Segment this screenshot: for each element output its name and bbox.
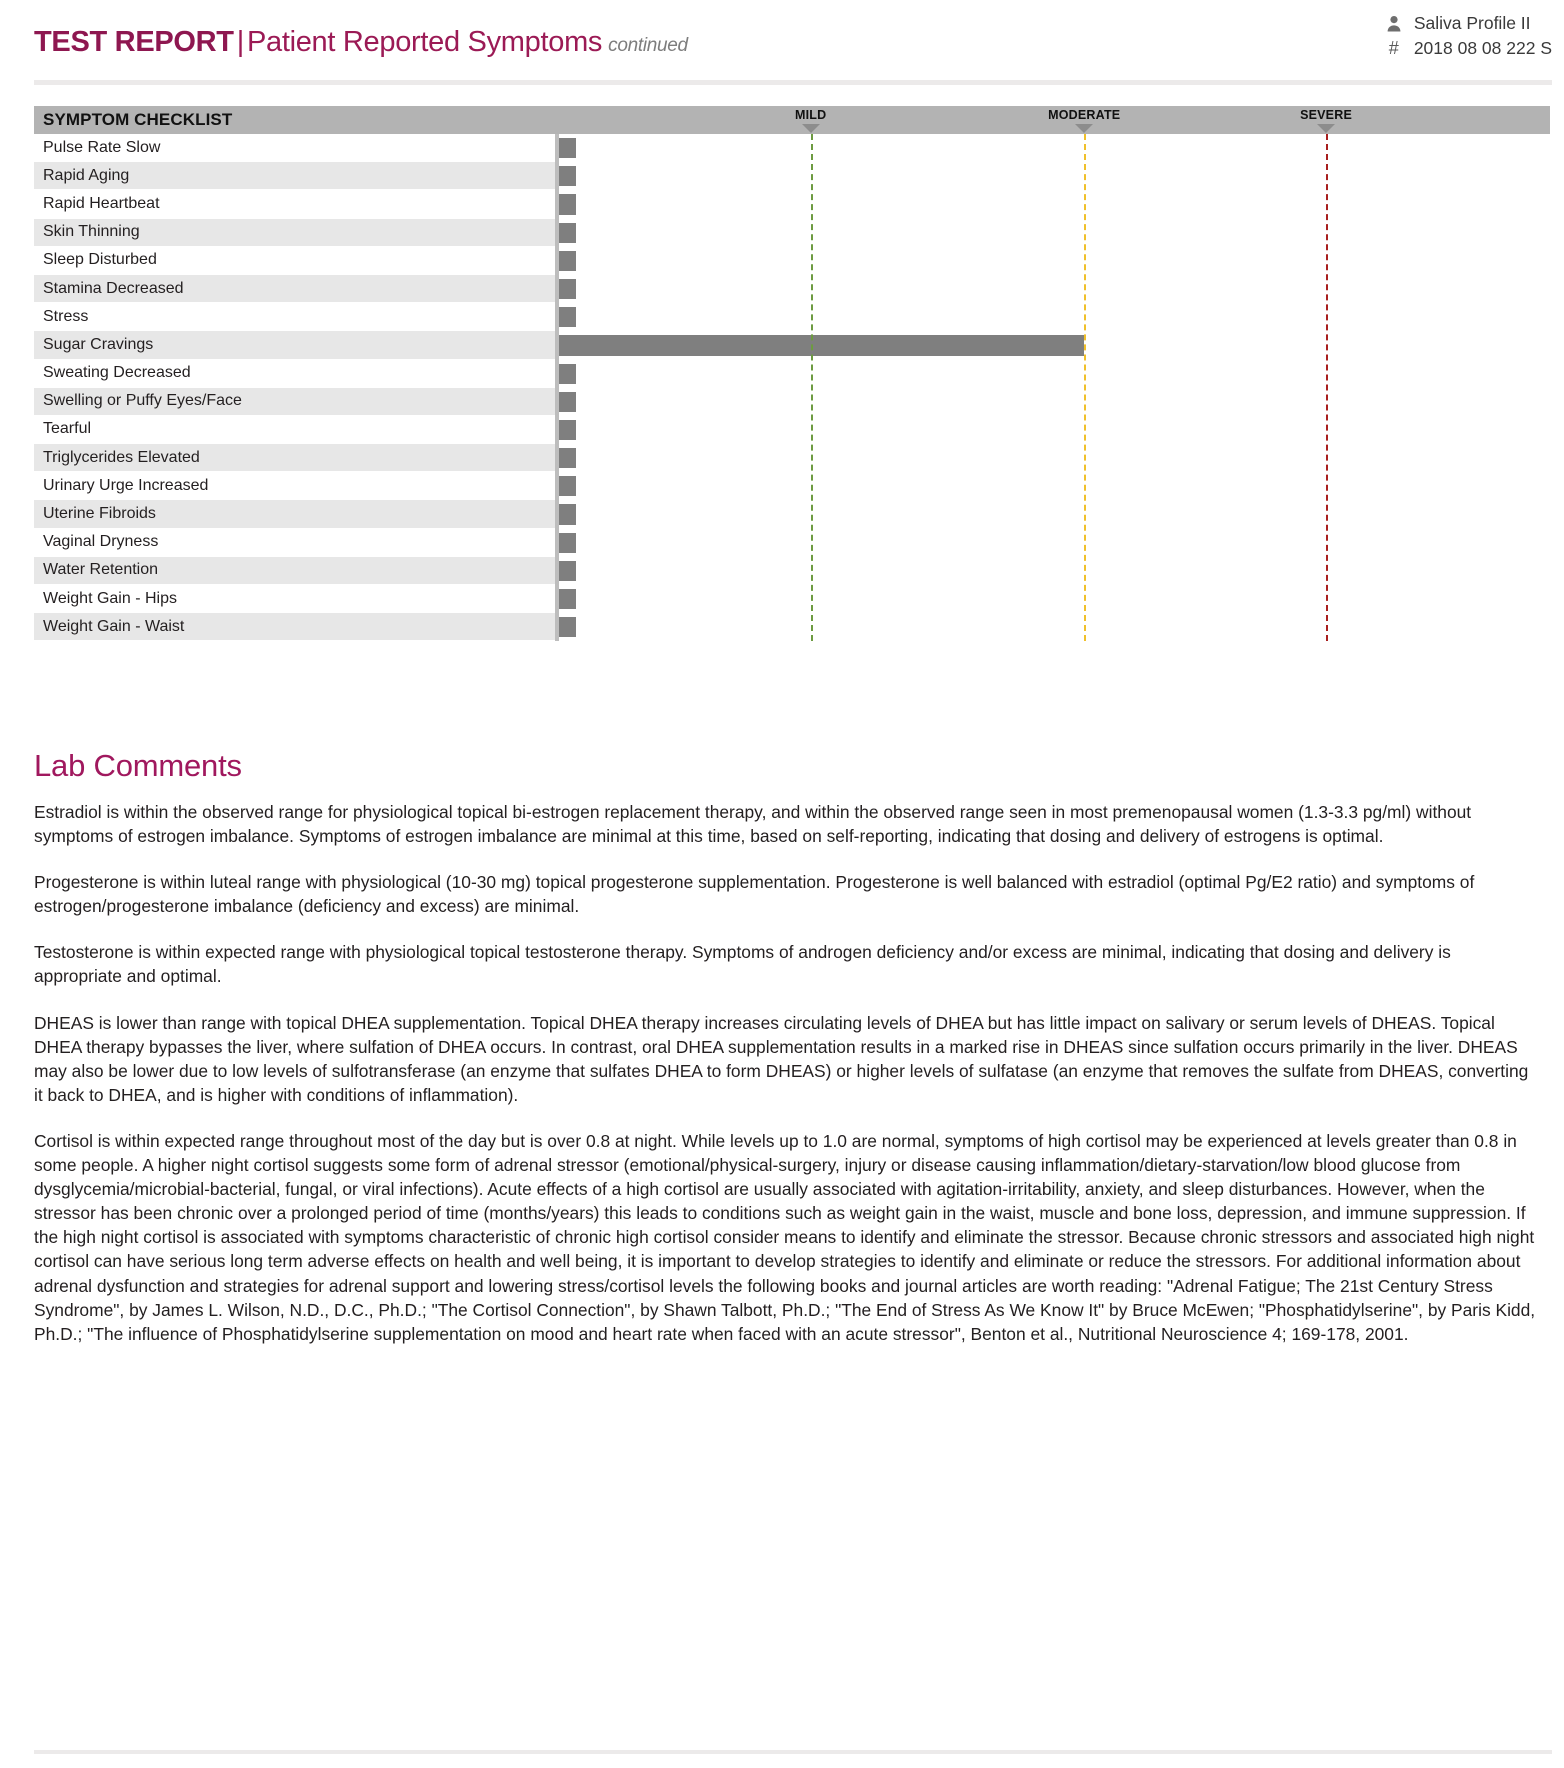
symptom-label: Stress: [34, 303, 555, 331]
symptom-row: [34, 472, 1550, 500]
symptom-severity-bar: [559, 504, 576, 524]
symptom-severity-bar: [559, 251, 576, 271]
symptom-label: Rapid Heartbeat: [34, 190, 555, 218]
checklist-rows: [34, 134, 1550, 641]
symptom-row: [34, 416, 1550, 444]
symptom-column-divider: [555, 388, 559, 416]
scale-label-mild: MILD: [795, 108, 827, 122]
symptom-column-divider: [555, 331, 559, 359]
page-title-separator: |: [236, 26, 244, 58]
symptom-severity-bar: [559, 448, 576, 468]
symptom-severity-track: [559, 360, 1550, 388]
page-title-continued: continued: [608, 35, 688, 56]
symptom-severity-bar: [559, 533, 576, 553]
symptom-row: [34, 444, 1550, 472]
symptom-column-divider: [555, 444, 559, 472]
symptom-column-divider: [555, 303, 559, 331]
symptom-column-divider: [555, 275, 559, 303]
symptom-label: Swelling or Puffy Eyes/Face: [34, 388, 555, 416]
symptom-column-divider: [555, 247, 559, 275]
scale-caret-severe-icon: [1317, 124, 1335, 133]
lab-comment-paragraph: Testosterone is within expected range with physiological topical testosterone therapy. Symptoms of androgen deficiency and/or excess are minimal, indicating that dosing and delivery is appropriate and optimal.: [34, 942, 1451, 987]
hash-icon: [1382, 39, 1406, 57]
symptom-severity-track: [559, 585, 1550, 613]
symptom-label: Water Retention: [34, 557, 555, 585]
symptom-row: [34, 190, 1550, 218]
checklist-header-bar: [34, 106, 1550, 134]
symptom-severity-bar: [559, 589, 576, 609]
symptom-severity-track: [559, 219, 1550, 247]
symptom-column-divider: [555, 219, 559, 247]
symptom-severity-track: [559, 416, 1550, 444]
symptom-severity-track: [559, 190, 1550, 218]
symptom-row: [34, 162, 1550, 190]
severity-gridline-mild: [811, 134, 813, 641]
lab-comments-body: [34, 800, 1540, 1346]
symptom-severity-bar: [559, 617, 576, 637]
symptom-severity-bar: [559, 166, 576, 186]
symptom-severity-bar: [559, 223, 576, 243]
profile-name: Saliva Profile II: [1413, 13, 1531, 33]
lab-comment-paragraph: Cortisol is within expected range throughout most of the day but is over 0.8 at night. While levels up to 1.0 are normal, symptoms of high cortisol may be experienced at levels greater than 0.8 in some people. A higher night cortisol suggests some form of adrenal stressor (emotional/physical-surgery, injury or disease causing inflammation/dietary-starvation/low blood glucose from dysglycemia/microbial-bacterial, fungal, or viral infections). Acute effects of a high cortisol are usually associated with agitation-irritability, anxiety, and sleep disturbances. However, when the stressor has been chronic over a prolonged period of time (months/years) this leads to conditions such as weight gain in the waist, muscle and bone loss, depression, and immune suppression. If the high night cortisol is associated with symptoms characteristic of chronic high cortisol consider means to identify and eliminate the stressor. Because chronic stressors and associated high night cortisol can have serious long term adverse effects on health and well being, it is important to develop strategies to identify and eliminate or reduce the stressors. For additional information about adrenal dysfunction and strategies for adrenal support and lowering stress/cortisol levels the following books and journal articles are worth reading: "Adrenal Fatigue; The 21st Century Stress Syndrome", by James L. Wilson, N.D., D.C., Ph.D.; "The Cortisol Connection", by Shawn Talbott, Ph.D.; "The End of Stress As We Know It" by Bruce McEwen; "Phosphatidylserine", by Paris Kidd, Ph.D.; "The influence of Phosphatidylserine supplementation on mood and heart rate when faced with an acute stressor", Benton et al., Nutritional Neuroscience 4; 169-178, 2001.: [34, 1130, 1536, 1344]
symptom-row: [34, 247, 1550, 275]
symptom-severity-track: [559, 388, 1550, 416]
symptom-row: [34, 585, 1550, 613]
symptom-label: Skin Thinning: [34, 219, 555, 247]
symptom-row: [34, 331, 1550, 359]
symptom-severity-bar: [559, 420, 576, 440]
symptom-severity-track: [559, 275, 1550, 303]
symptom-column-divider: [555, 613, 559, 641]
symptom-column-divider: [555, 585, 559, 613]
symptom-severity-bar: [559, 476, 576, 496]
symptom-label: Stamina Decreased: [34, 275, 555, 303]
person-icon: [1382, 15, 1406, 32]
symptom-severity-track: [559, 162, 1550, 190]
symptom-severity-track: [559, 134, 1550, 162]
symptom-column-divider: [555, 557, 559, 585]
page-header: [0, 0, 1564, 78]
scale-caret-moderate-icon: [1075, 124, 1093, 133]
accession-row: [1382, 36, 1552, 61]
symptom-column-divider: [555, 472, 559, 500]
symptom-severity-track: [559, 613, 1550, 641]
page-footer-divider: [34, 1750, 1552, 1754]
header-meta: [1382, 11, 1552, 61]
lab-comment-paragraph: Progesterone is within luteal range with physiological (10-30 mg) topical progesterone supplementation. Progesterone is well balanced with estradiol (optimal Pg/E2 ratio) and symptoms of estrogen/progesterone imbalance (deficiency and excess) are minimal.: [34, 872, 1475, 917]
severity-gridline-severe: [1326, 134, 1328, 641]
header-divider: [34, 80, 1552, 85]
scale-caret-mild-icon: [802, 124, 820, 133]
symptom-column-divider: [555, 190, 559, 218]
symptom-column-divider: [555, 162, 559, 190]
symptom-severity-track: [559, 444, 1550, 472]
symptom-severity-track: [559, 303, 1550, 331]
symptom-label: Sleep Disturbed: [34, 247, 555, 275]
symptom-label: Sweating Decreased: [34, 360, 555, 388]
symptom-row: [34, 500, 1550, 528]
symptom-severity-track: [559, 331, 1550, 359]
symptom-checklist: [34, 106, 1550, 641]
symptom-severity-bar: [559, 392, 576, 412]
symptom-severity-bar: [559, 364, 576, 384]
symptom-row: [34, 275, 1550, 303]
symptom-severity-bar: [559, 307, 576, 327]
symptom-label: Pulse Rate Slow: [34, 134, 555, 162]
page-title-subtitle: Patient Reported Symptoms: [246, 26, 603, 58]
symptom-severity-bar: [559, 194, 576, 214]
symptom-column-divider: [555, 500, 559, 528]
symptom-label: Vaginal Dryness: [34, 529, 555, 557]
symptom-label: Rapid Aging: [34, 162, 555, 190]
symptom-column-divider: [555, 529, 559, 557]
lab-comments-section: [34, 748, 1540, 1346]
symptom-column-divider: [555, 134, 559, 162]
symptom-label: Uterine Fibroids: [34, 500, 555, 528]
symptom-row: [34, 360, 1550, 388]
symptom-severity-bar: [559, 138, 576, 158]
symptom-column-divider: [555, 360, 559, 388]
symptom-severity-track: [559, 247, 1550, 275]
symptom-label: Weight Gain - Waist: [34, 613, 555, 641]
symptom-label: Urinary Urge Increased: [34, 472, 555, 500]
symptom-severity-bar: [559, 561, 576, 581]
symptom-row: [34, 388, 1550, 416]
lab-comment-paragraph: DHEAS is lower than range with topical DHEA supplementation. Topical DHEA therapy increases circulating levels of DHEA but has little impact on salivary or serum levels of DHEAS. Topical DHEA therapy bypasses the liver, where sulfation of DHEA occurs. In contrast, oral DHEA supplementation results in a marked rise in DHEAS since sulfation occurs primarily in the liver. DHEAS may also be lower due to low levels of sulfotransferase (an enzyme that sulfates DHEA to form DHEAS) or higher levels of sulfatase (an enzyme that removes the sulfate from DHEAS, converting it back to DHEA, and is higher with conditions of inflammation).: [34, 1012, 1529, 1105]
symptom-label: Triglycerides Elevated: [34, 444, 555, 472]
symptom-row: [34, 134, 1550, 162]
page-title-strong: TEST REPORT: [34, 26, 234, 58]
accession-number: 2018 08 08 222 S: [1413, 37, 1552, 58]
symptom-label: Weight Gain - Hips: [34, 585, 555, 613]
hash-glyph: #: [1388, 38, 1399, 59]
lab-comments-heading: Lab Comments: [34, 748, 242, 783]
severity-gridline-moderate: [1084, 134, 1086, 641]
symptom-row: [34, 557, 1550, 585]
symptom-severity-bar: [559, 335, 1084, 355]
checklist-title: SYMPTOM CHECKLIST: [43, 110, 233, 129]
symptom-severity-bar: [559, 279, 576, 299]
symptom-row: [34, 303, 1550, 331]
symptom-row: [34, 219, 1550, 247]
symptom-severity-track: [559, 529, 1550, 557]
lab-comment-paragraph: Estradiol is within the observed range for physiological topical bi-estrogen replacement therapy, and within the observed range seen in most premenopausal women (1.3-3.3 pg/ml) without symptoms of estrogen imbalance. Symptoms of estrogen imbalance are minimal at this time, based on self-reporting, indicating that dosing and delivery of estrogens is optimal.: [34, 802, 1472, 847]
symptom-row: [34, 529, 1550, 557]
profile-row: [1382, 11, 1552, 36]
page-title: [34, 26, 688, 59]
symptom-severity-track: [559, 557, 1550, 585]
symptom-row: [34, 613, 1550, 641]
scale-label-moderate: MODERATE: [1048, 108, 1121, 122]
scale-label-severe: SEVERE: [1300, 108, 1352, 122]
symptom-severity-track: [559, 500, 1550, 528]
symptom-label: Sugar Cravings: [34, 331, 555, 359]
symptom-label: Tearful: [34, 416, 555, 444]
symptom-column-divider: [555, 416, 559, 444]
symptom-severity-track: [559, 472, 1550, 500]
